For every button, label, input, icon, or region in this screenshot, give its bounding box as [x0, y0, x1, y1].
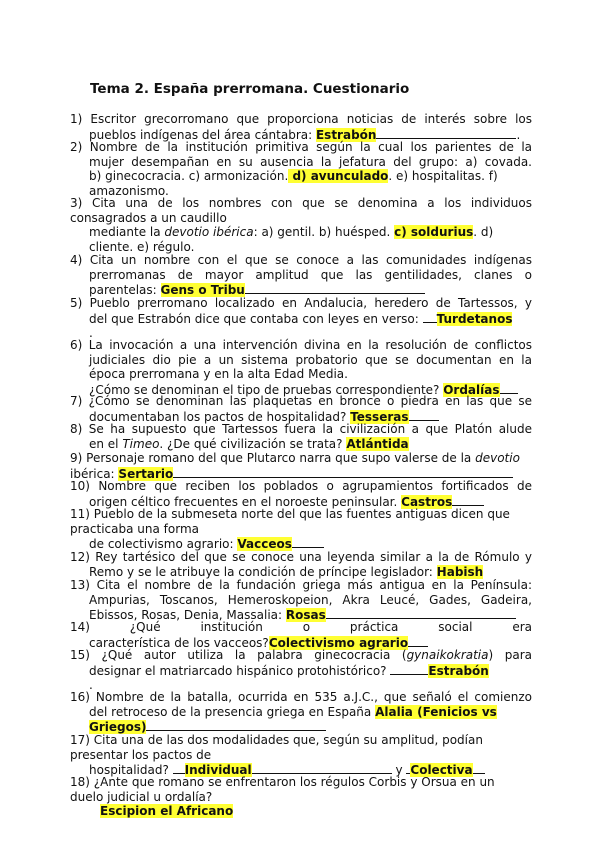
answer-11: Vacceos	[237, 537, 292, 551]
answer-17b: Colectiva	[410, 763, 473, 777]
question-11: 11) Pueblo de la submeseta norte del que las fuentes antiguas dicen que practicaba una forma de colectivismo agrario: Vacceos	[70, 507, 510, 551]
answer-6: Ordalías	[443, 382, 500, 397]
answer-2: d) avunculado	[288, 169, 389, 183]
question-10: 10) Nombre que reciben los poblados o agrupamientos fortificados de origen céltico frecuentes en el noroeste peninsular. Castros	[70, 479, 532, 509]
document-title: Tema 2. España prerromana. Cuestionario	[90, 81, 410, 97]
question-1: 1) Escritor grecorromano que proporciona noticias de interés sobre los pueblos indígenas del área cántabra: Estrabón .	[70, 112, 532, 142]
answer-5: Turdetanos	[436, 311, 513, 326]
question-18: 18) ¿Ante que romano se enfrentaron los régulos Corbis y Orsua en un duelo judicial u ordalía? Escipion el Africano	[70, 775, 495, 818]
question-8: 8) Se ha supuesto que Tartessos fuera la civilización a que Platón alude en el Timeo. ¿De qué civilización se trata? Atlántida	[70, 422, 532, 451]
answer-7: Tesseras	[350, 409, 409, 424]
answer-9: Sertario	[118, 466, 174, 481]
answer-1: Estrabón	[315, 127, 377, 142]
question-9: 9) Personaje romano del que Plutarco narra que supo valerse de la devotio ibérica: Sertario	[70, 451, 520, 481]
answer-13: Rosas	[285, 608, 326, 622]
question-7: 7) ¿Cómo se denominan las plaquetas en bronce o piedra en las que se documentaban los pactos de hospitalidad? Tesseras	[70, 394, 532, 424]
answer-17a: Individual	[184, 763, 252, 777]
question-4: 4) Cita un nombre con el que se conoce a las comunidades indígenas prerromanas de mayor amplitud que las gentilidades, clanes o parentelas: Gens o Tribu	[70, 253, 532, 297]
question-6: 6) La invocación a una intervención divina en la resolución de conflictos judiciales dio pie a un sistema probatorio que se documentan en la época prerromana y en la alta Edad Media. ¿Cómo se denominan el tipo de pruebas correspondiente? Ordalías	[70, 338, 532, 397]
answer-3: c) soldurius	[394, 225, 474, 239]
question-12: 12) Rey tartésico del que se conoce una leyenda similar a la de Rómulo y Remo y se le atribuye la condición de príncipe legislador: Habish	[70, 550, 532, 579]
answer-16-cont: Griegos)	[89, 720, 147, 734]
question-5: 5) Pueblo prerromano localizado en Andalucia, heredero de Tartessos, y del que Estrabón dice que contaba con leyes en verso: Turdetanos .	[70, 296, 532, 340]
question-16: 16) Nombre de la batalla, ocurrida en 535 a.J.C., que señaló el comienzo del retroceso de la presencia griega en España Alalia (Fenicios vs Griegos)	[70, 690, 532, 734]
answer-14: Colectivismo agrario	[268, 635, 409, 650]
answer-15: Estrabón	[428, 663, 489, 678]
answer-8: Atlántida	[346, 436, 409, 451]
question-2: 2) Nombre de la institución primitiva según la cual los parientes de la mujer desempañan en su ausencia la jefatura del grupo: a) covada. b) ginecocracia. c) armonización. d) avunculado. e) hospitalitas. f) amazonismo.	[70, 140, 532, 198]
question-14: 14) ¿Qué institución o práctica social era característica de los vacceos?Colectivismo agrario	[70, 620, 532, 650]
question-13: 13) Cita el nombre de la fundación griega más antigua en la Península: Ampurias, Toscanos, Hemeroskopeion, Akra Leucé, Gades, Gadeira, Ebissos, Rosas, Denia, Massalia: Rosas	[70, 578, 532, 622]
answer-10: Castros	[401, 494, 453, 509]
answer-12: Habish	[436, 564, 484, 579]
question-15: 15) ¿Qué autor utiliza la palabra ginecocracia (gynaikokratia) para designar el matriarcado hispánico protohistórico? Estrabón .	[70, 648, 532, 692]
answer-16: Alalia (Fenicios vs	[375, 704, 497, 719]
answer-18: Escipion el Africano	[100, 804, 234, 818]
question-17: 17) Cita una de las dos modalidades que, según su amplitud, podían presentar los pactos de hospitalidad? Individual y Colectiva	[70, 733, 483, 777]
question-3: 3) Cita una de los nombres con que se denomina a los individuos consagrados a un caudillo mediante la devotio ibérica: a) gentil. b) huésped. c) soldurius. d) cliente. e) régulo.	[70, 196, 532, 254]
answer-4: Gens o Tribu	[160, 283, 245, 297]
